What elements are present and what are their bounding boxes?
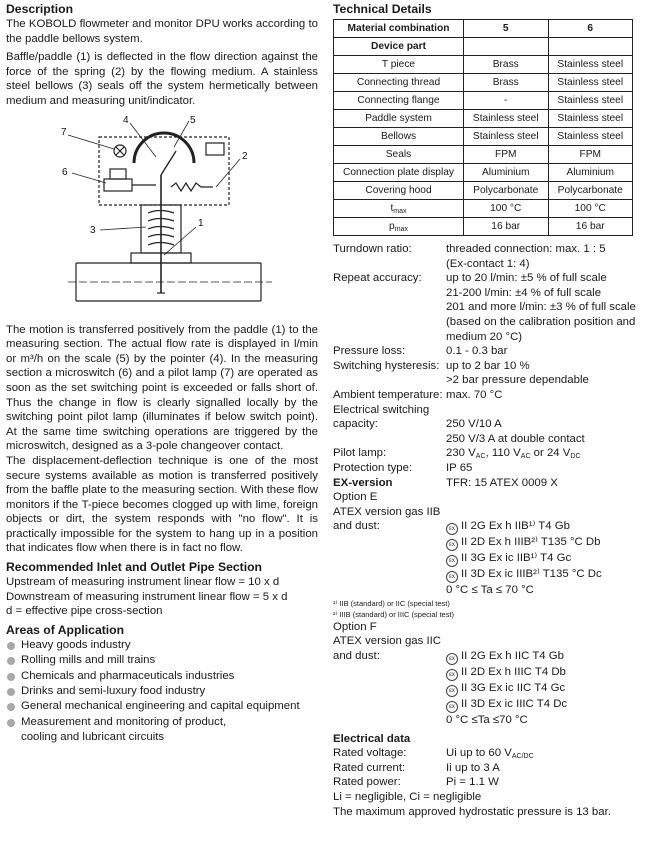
flowmeter-cross-section [6, 115, 318, 315]
ex-icon: εx [446, 653, 458, 665]
table-cell: Stainless steel [548, 74, 633, 92]
table-cell: $p_{max}$ [334, 218, 464, 236]
footnote: ²⁾ IIIB (standard) or IIIC (special test) [333, 609, 455, 619]
inlet-heading: Recommended Inlet and Outlet Pipe Section [6, 560, 262, 575]
table-header-cell: 5 [464, 20, 549, 38]
current-row: Rated current: Ii up to 3 A [333, 761, 500, 774]
table-row [334, 56, 633, 74]
ex-row: EX-version TFR: 15 ATEX 0009 X [333, 476, 558, 489]
diagram-label-2: 2 [242, 150, 248, 162]
table-subheader-row [334, 38, 633, 56]
table-cell: 100 °C [464, 200, 549, 218]
description-p2: Baffle/paddle (1) is deflected in the flow direction against the force of the spring (2) by the flowing medium. A stainless steel bellows (3) seals off the system hermetically between medium and measuring unit/indicator. [6, 51, 318, 107]
hysteresis-row: Switching hysteresis: up to 2 bar 10 % >2 bar pressure dependable [333, 359, 589, 387]
table-row [334, 182, 633, 200]
pressure-loss-row: Pressure loss: 0.1 - 0.3 bar [333, 345, 508, 358]
table-row [334, 74, 633, 92]
option-e-title: Option E [333, 491, 378, 504]
option-f-line: ATEX version gas IIC [333, 635, 442, 648]
elec-cap-label: Electrical switching [333, 403, 430, 416]
ex-icon: εx [446, 539, 458, 551]
max-pressure-line: The maximum approved hydrostatic pressure is 13 bar. [333, 805, 611, 818]
inlet-line: d = effective pipe cross-section [6, 605, 163, 618]
material-table [333, 19, 633, 236]
right-column [333, 2, 645, 819]
table-cell: Brass [464, 74, 549, 92]
table-row [334, 110, 633, 128]
repeat-row: Repeat accuracy: up to 20 l/min: ±5 % of full scale 21-200 l/min: ±4 % of full scale 201 and more l/min: ±3 % of full scale (based on the calibration position and medium 20 °C) [333, 272, 636, 343]
list-item: Measurement and monitoring of product, cooling and lubricant circuits [6, 715, 251, 746]
table-cell: Stainless steel [464, 128, 549, 146]
table-row [334, 218, 633, 236]
table-row [334, 146, 633, 164]
table-cell: Connection plate display [334, 164, 464, 182]
table-cell: Stainless steel [548, 110, 633, 128]
option-e-line: ATEX version gas IIB [333, 505, 441, 518]
table-cell: Covering hood [334, 182, 464, 200]
description-p1: The KOBOLD flowmeter and monitor DPU works according to the paddle bellows system. [6, 18, 318, 45]
table-cell: FPM [548, 146, 633, 164]
ex-icon: εx [446, 571, 458, 583]
list-item: Drinks and semi-luxury food industry [6, 684, 318, 699]
table-cell: Connecting flange [334, 92, 464, 110]
table-row [334, 200, 633, 218]
power-row: Rated power: Pi = 1.1 W [333, 776, 499, 789]
table-cell: Stainless steel [548, 92, 633, 110]
diagram-label-6: 6 [62, 166, 68, 178]
table-cell: 16 bar [464, 218, 549, 236]
table-cell: Stainless steel [548, 128, 633, 146]
elec-cap-row: capacity: 250 V/10 A 250 V/3 A at double contact [333, 418, 585, 445]
table-row [334, 164, 633, 182]
application-heading: Areas of Application [6, 622, 125, 637]
ambient-row: Ambient temperature: max. 70 °C [333, 388, 503, 401]
table-subheader-cell: Device part [334, 38, 464, 56]
table-header-cell: 6 [548, 20, 633, 38]
table-cell: Brass [464, 56, 549, 74]
table-header-cell: Material combination [334, 20, 464, 38]
inlet-line: Downstream of measuring instrument linear flow = 5 x d [6, 590, 288, 603]
table-cell: Polycarbonate [464, 182, 549, 200]
table-cell: Seals [334, 146, 464, 164]
table-row [334, 92, 633, 110]
diagram-label-4: 4 [123, 114, 129, 126]
table-header-row [334, 20, 633, 38]
li-ci-line: Li = negligible, Ci = negligible [333, 791, 482, 804]
table-cell: Polycarbonate [548, 182, 633, 200]
option-f-title: Option F [333, 620, 377, 633]
table-cell: FPM [464, 146, 549, 164]
electrical-heading: Electrical data [333, 732, 411, 745]
ex-icon: εx [446, 523, 458, 535]
application-list [6, 638, 318, 746]
table-cell: 16 bar [548, 218, 633, 236]
list-item: Chemicals and pharmaceuticals industries [6, 669, 318, 684]
table-cell: $t_{max}$ [334, 200, 464, 218]
table-cell: Stainless steel [464, 110, 549, 128]
protection-row: Protection type: IP 65 [333, 461, 473, 474]
ex-icon: εx [446, 669, 458, 681]
diagram-label-5: 5 [190, 114, 196, 126]
list-item: Rolling mills and mill trains [6, 653, 318, 668]
description-heading: Description [6, 2, 74, 16]
table-cell: T piece [334, 56, 464, 74]
table-cell: Paddle system [334, 110, 464, 128]
diagram-label-3: 3 [90, 224, 96, 236]
voltage-row: Rated voltage: Ui up to 60 $V_{AC/DC}$ [333, 747, 534, 761]
tech-heading: Technical Details [333, 2, 432, 16]
diagram-label-1: 1 [198, 217, 204, 229]
ex-icon: εx [446, 555, 458, 567]
list-item: General mechanical engineering and capital equipment [6, 699, 318, 714]
flowmeter-diagram [6, 115, 318, 315]
table-cell: Aluminium [464, 164, 549, 182]
table-cell: Aluminium [548, 164, 633, 182]
table-row [334, 128, 633, 146]
left-column [6, 2, 318, 746]
description-p3: The motion is transferred positively from the paddle (1) to the measuring section. The actual flow rate is displayed in l/min or m³/h on the scale (5) by the pointer (4). In the measuring section a microswitch (6) and a pilot lamp (7) are operated as soon as the set switching point is exceeded or falls short of. Thus the change in flow is clearly signalled locally by the switching point pilot lamp (illuminates if below switch point). At the same time switching operations are triggered by the microswitch, designed as a 3-pole changeover contact. [6, 323, 318, 453]
table-cell: 100 °C [548, 200, 633, 218]
table-cell: - [464, 92, 549, 110]
turndown-row: Turndown ratio: threaded connection: max. 1 : 5 (Ex-contact 1: 4) [333, 243, 606, 270]
table-cell: Connecting thread [334, 74, 464, 92]
table-cell: Stainless steel [548, 56, 633, 74]
footnote: ¹⁾ IIB (standard) or IIC (special test) [333, 598, 450, 608]
pilot-row: Pilot lamp: 230 $V_{AC}$, 110 $V_{AC}$ or 24 $V_{DC}$ [333, 447, 581, 461]
option-f-items: and dust: εx II 2G Ex h IIC T4 Gb εx II 2D Ex h IIIC T4 Db εx II 3G Ex ic IIC T4 Gc εx II 3D Ex ic IIIC T4 Dc 0 °C ≤Ta ≤70 °C [333, 650, 568, 727]
description-p4: The displacement-deflection technique is one of the most secure systems available as motion is transferred positively from the baffle plate to the measuring section. With these flow monitors if the T-piece becomes clogged up with lime, foreign objects or dirt, the system responds with "no flow". It is practically impossible for the system to hang up in a position that indicates flow when there is in fact no flow. [6, 454, 318, 555]
ex-icon: εx [446, 701, 458, 713]
table-cell: Bellows [334, 128, 464, 146]
inlet-line: Upstream of measuring instrument linear flow = 10 x d [6, 576, 280, 589]
option-e-items: and dust: εx II 2G Ex h IIB¹⁾ T4 Gb εx II 2D Ex h IIIB²⁾ T135 °C Db εx II 3G Ex ic IIB¹⁾ T4 Gc εx II 3D Ex ic IIIB²⁾ T135 °C Dc 0 °C ≤ Ta ≤ 70 °C [333, 520, 602, 597]
ex-icon: εx [446, 685, 458, 697]
diagram-label-7: 7 [61, 126, 67, 138]
list-item: Heavy goods industry [6, 638, 318, 653]
